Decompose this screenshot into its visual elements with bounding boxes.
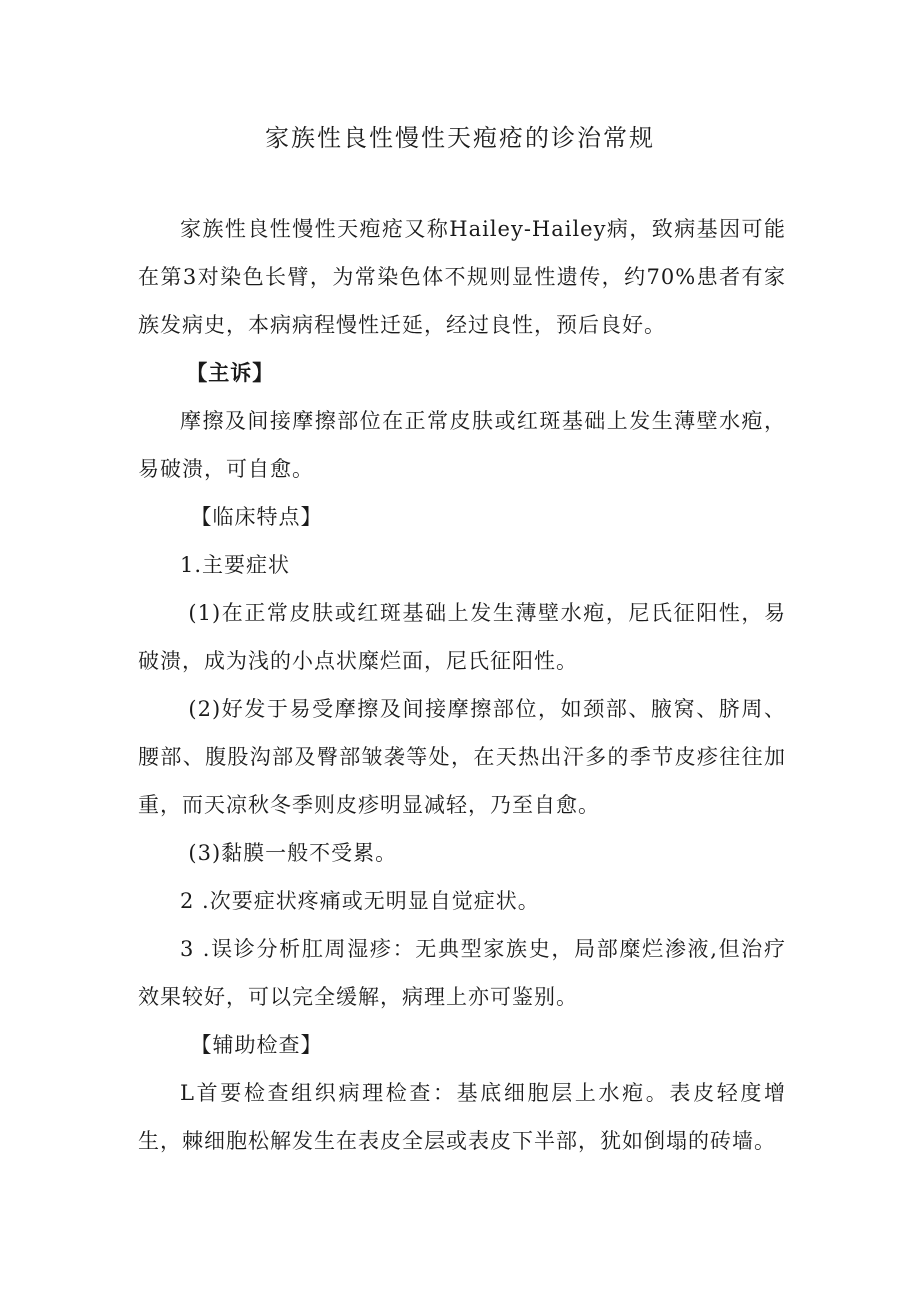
chief-complaint-heading: 【主诉】 (186, 360, 275, 385)
main-symptoms-heading: 1.主要症状 (180, 553, 291, 577)
symptom-1-paragraph: (1)在正常皮肤或红斑基础上发生薄壁水疱，尼氏征阳性，易破溃，成为浅的小点状糜烂面，尼氏征阳性。 (138, 601, 786, 673)
intro-paragraph: 家族性良性慢性天疱疮又称Hailey-Hailey病，致病基因可能在第3对染色长臂，为常染色体不规则显性遗传，约70%患者有家族发病史，本病病程慢性迁延，经过良性，预后良好。 (138, 217, 786, 337)
chief-complaint-paragraph: 摩擦及间接摩擦部位在正常皮肤或红斑基础上发生薄壁水疱，易破溃，可自愈。 (138, 409, 786, 481)
document-body (138, 205, 786, 1165)
document-title: 家族性良性慢性天疱疮的诊治常规 (265, 124, 655, 152)
aux-exam-heading: 【辅助检查】 (190, 1033, 323, 1057)
secondary-symptoms-paragraph: 2 .次要症状疼痛或无明显自觉症状。 (180, 889, 540, 913)
symptom-3-paragraph: (3)黏膜一般不受累。 (188, 841, 398, 865)
aux-exam-paragraph: L首要检查组织病理检查：基底细胞层上水疱。表皮轻度增生，棘细胞松解发生在表皮全层或表皮下半部，犹如倒塌的砖墙。 (138, 1081, 786, 1153)
clinical-features-heading: 【临床特点】 (190, 505, 323, 529)
misdiagnosis-paragraph: 3 .误诊分析肛周湿疹：无典型家族史，局部糜烂渗液,但治疗效果较好，可以完全缓解，病理上亦可鉴别。 (138, 937, 786, 1009)
symptom-2-paragraph: (2)好发于易受摩擦及间接摩擦部位，如颈部、腋窝、脐周、腰部、腹股沟部及臀部皱袭等处，在天热出汗多的季节皮疹往往加重，而天凉秋冬季则皮疹明显减轻，乃至自愈。 (138, 697, 786, 817)
